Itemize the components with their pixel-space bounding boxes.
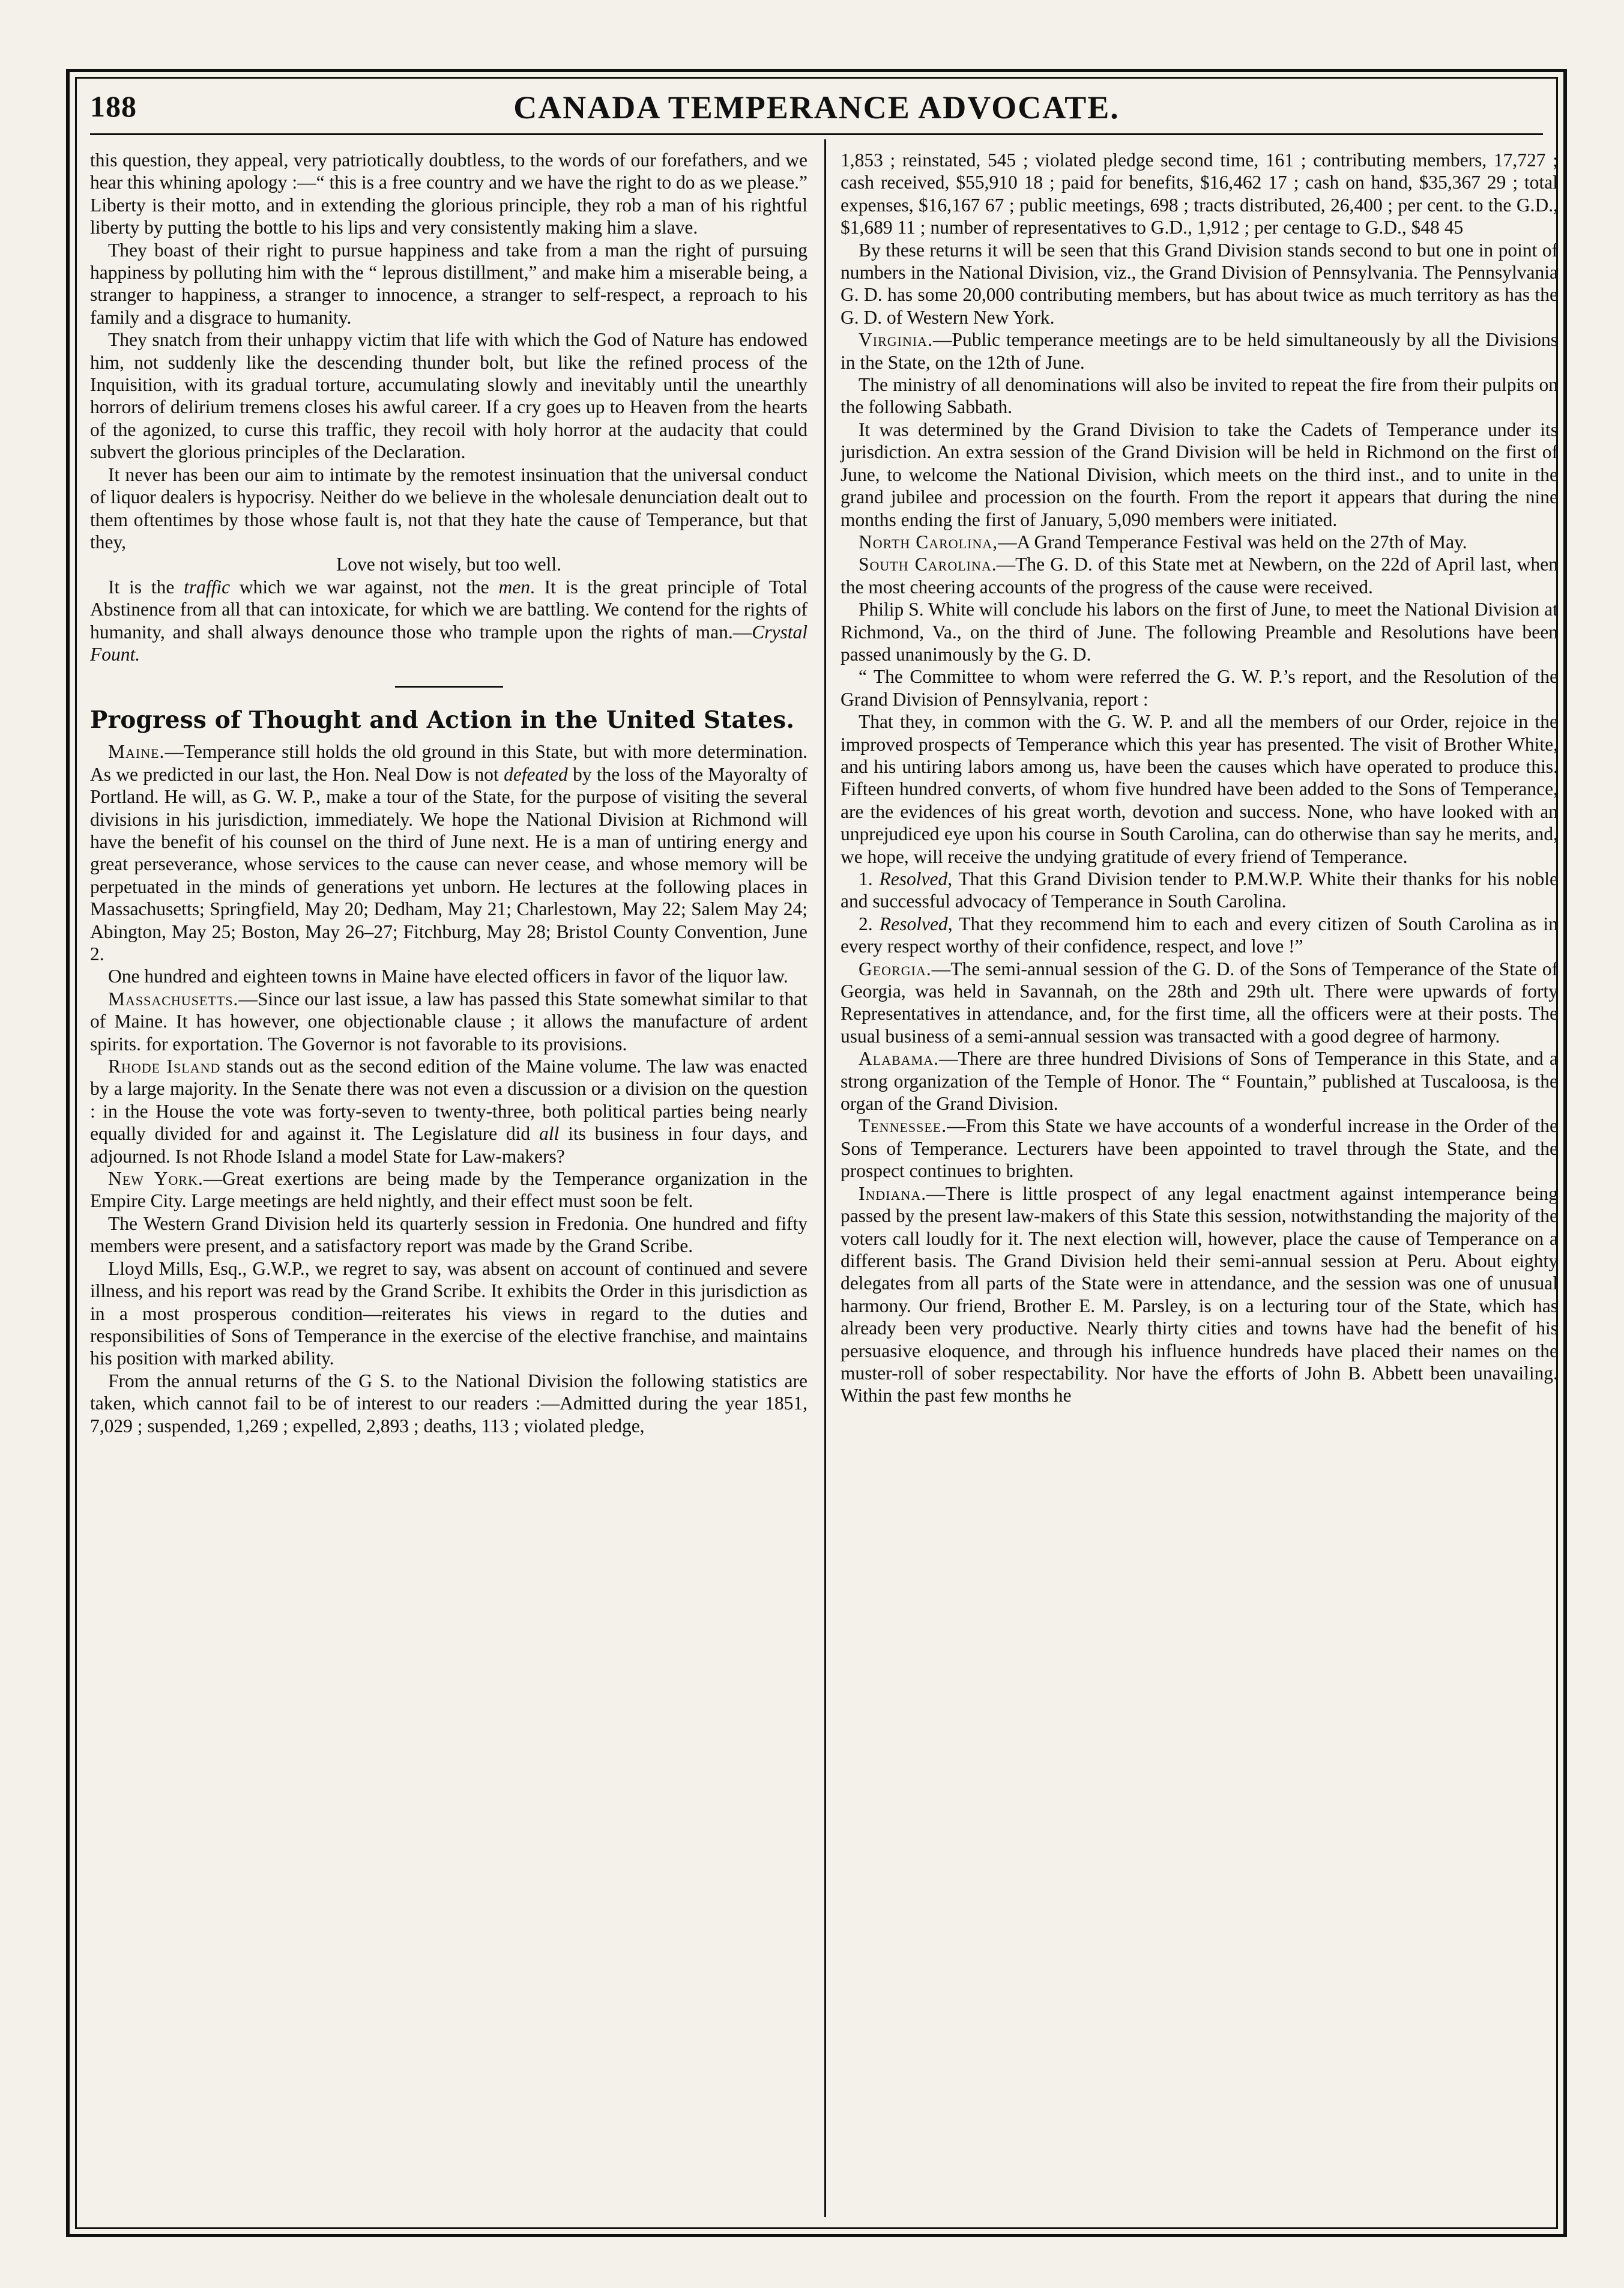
state-label: Maine. [108,741,165,763]
article-paragraph: From the annual returns of the G S. to the National Division the following statistics are taken, which cannot fail to be of interest to our readers :—Admitted during the year 1851, 7,029 ; suspended, 1,269 ; expelled, 2,893 ; deaths, 113 ; violated pledge, [90,1370,807,1436]
article-source: Crystal Fount. [90,621,807,665]
article-paragraph: That they, in common with the G. W. P. and all the members of our Order, rejoice in the improved prospects of Temperance which this year has presented. The visit of Brother White, and his untiring labors among us, have been the causes which have operated to produce this. Fifteen hundred converts, of whom five hundred have been added to the Sons of Temperance, are the evidences of his great worth, devotion and success. None, who have looked with an unprejudiced eye upon his course in South Carolina, can do otherwise than say he merits, and, we hope, will receive the undying gratitude of every friend of Temperance. [841,711,1558,867]
article-paragraph: The Western Grand Division held its quarterly session in Fredonia. One hundred and fifty members were present, and a satisfactory report was made by the Grand Scribe. [90,1212,807,1257]
state-label: Indiana. [859,1182,927,1204]
article-paragraph: “ The Committee to whom were referred the G. W. P.’s report, and the Resolution of the Grand Division of Pennsylvania, report : [841,666,1558,710]
article-closing: It is the traffic which we war against, not the men. It is the great principle of Total Abstinence from all that can intoxicate, for which we are battling. We contend for the rights of humanity, and shall always denounce those who trample upon the rights of man.—Crystal Fount. [90,576,807,665]
resolution-2: 2. Resolved, That they recommend him to each and every citizen of South Carolina as in every respect worthy of their confidence, respect, and love !” [841,913,1559,957]
article-paragraph: They snatch from their unhappy victim that life with which the God of Nature has endowed him, not suddenly like the descending thunder bolt, but like the refined process of the Inquisition, with its gradual torture, accumulating slowly and inevitably until the unearthly horrors of delirium tremens closes his awful career. If a cry goes up to Heaven from the hearts of the agonized, to curse this traffic, they recoil with holy horror at the audacity that could subvert the glorious principles of the Declaration. [90,329,807,463]
state-label: Tennessee. [859,1115,947,1137]
indiana-paragraph: Indiana.—There is little prospect of any legal enactment against intemperance being passed by the present law-makers of this State this session, notwithstanding the majority of the voters call loudly for it. The next election will, however, place the cause of Temperance on a different basis. The Grand Division held their semi-annual session at Peru. About eighty delegates from all parts of the State were in attendance, and the session was one of unusual harmony. Our friend, Brother E. M. Parsley, is on a lecturing tour of the State, which has already been very productive. Nearly thirty cities and towns have had the benefit of his persuasive eloquence, and through his influence hundreds have placed their names on the muster-roll of sober respectability. Nor have the efforts of John B. Abbett been unavailing. Within the past few months he [841,1182,1558,1406]
state-label: New York. [108,1168,204,1190]
south-carolina-paragraph: South Carolina.—The G. D. of this State met at Newbern, on the 22d of April last, when the most cheering accounts of the progress of the cause were received. [841,554,1558,598]
article-paragraph: Lloyd Mills, Esq., G.W.P., we regret to say, was absent on account of continued and severe illness, and his report was read by the Grand Scribe. It exhibits the Order in this jurisdiction as in a most prosperous condition—reiterates his views in regard to the duties and responsibilities of Sons of Temperance in the exercise of the elective franchise, and maintains his position with marked ability. [90,1257,807,1369]
article-paragraph: Philip S. White will conclude his labors on the first of June, to meet the National Division at Richmond, Va., on the third of June. The following Preamble and Resolutions have been passed unanimously by the G. D. [841,599,1558,665]
page-header [90,89,1543,131]
alabama-paragraph: Alabama.—There are three hundred Divisions of Sons of Temperance in this State, and a strong organization of the Temple of Honor. The “ Fountain,” published at Tuscaloosa, is the organ of the Grand Division. [841,1048,1558,1115]
state-label: South Carolina [859,554,992,575]
virginia-paragraph: Virginia.—Public temperance meetings are to be held simultaneously by all the Divisions in the State, on the 12th of June. [841,329,1558,373]
article-paragraph: It never has been our aim to intimate by the remotest insinuation that the universal conduct of liquor dealers is hypocrisy. Neither do we believe in the wholesale denunciation dealt out to them oftentimes by those whose fault is, not that they hate the cause of Temperance, but that they, [90,464,807,552]
article-paragraph: By these returns it will be seen that this Grand Division stands second to but one in point of numbers in the National Division, viz., the Grand Division of Pennsylvania. The Pennsylvania G. D. has some 20,000 contributing members, but has about twice as much territory as has the G. D. of Western New York. [841,239,1558,328]
state-label: Georgia. [859,958,932,979]
state-label: Massachusetts. [108,988,239,1009]
state-label: Rhode Island [108,1056,221,1077]
article-paragraph: The ministry of all denominations will also be invited to repeat the fire from their pulpits on the following Sabbath. [841,374,1558,418]
resolution-1: 1. Resolved, That this Grand Division tender to P.M.W.P. White their thanks for his noble and successful advocacy of Temperance in South Carolina. [841,868,1558,912]
verse-line: Love not wisely, but too well. [336,554,562,575]
article-paragraph: this question, they appeal, very patriotically doubtless, to the words of our forefathers, and we hear this whining apology :—“ this is a free country and we have the right to do as we please.” Liberty is their motto, and in extending the glorious principle, they rob a man of his rightful liberty by putting the bottle to his lips and very consistently making him a slave. [90,150,807,238]
tennessee-paragraph: Tennessee.—From this State we have accounts of a wonderful increase in the Order of the Sons of Temperance. Lecturers have been appointed to travel through the State, and the prospect continues to brighten. [841,1115,1558,1182]
article-paragraph: One hundred and eighteen towns in Maine have elected officers in favor of the liquor law. [108,966,788,987]
page-title: CANADA TEMPERANCE ADVOCATE. [513,89,1120,126]
left-column [90,149,807,1437]
state-label: Virginia. [859,329,933,351]
maine-paragraph: Maine.—Temperance still holds the old ground in this State, but with more determination. As we predicted in our last, the Hon. Neal Dow is not defeated by the loss of the Mayoralty of Portland. He will, as G. W. P., make a tour of the State, for the purpose of visiting the several divisions in his jurisdiction, immediately. We hope the National Division at Richmond will have the benefit of his counsel on the third of June next. He is a man of untiring energy and great perseverance, whose services to the cause can never cease, and whose memory will be perpetuated in the minds of generations yet unborn. He lectures at the following places in Massachusetts; Springfield, May 20; Dedham, May 21; Charlestown, May 22; Salem May 24; Abington, May 25; Boston, May 26–27; Fitchburg, May 28; Bristol County Convention, June 2. [90,741,807,964]
new-york-paragraph: New York.—Great exertions are being made by the Temperance organization in the Empire City. Large meetings are held nightly, and their effect must soon be felt. [90,1168,807,1212]
state-label: Alabama. [859,1048,939,1070]
statistics-paragraph: 1,853 ; reinstated, 545 ; violated pledge second time, 161 ; contributing members, 17,727 ; cash received, $55,910 18 ; paid for benefits, $16,462 17 ; cash on hand, $35,367 29 ; total expenses, $16,167 67 ; public meetings, 698 ; tracts distributed, 26,400 ; per cent. to the G.D., $1,689 11 ; number of representatives to G.D., 1,912 ; per centage to G.D., $48 45 [841,150,1558,238]
header-rule [90,133,1543,135]
article-paragraph: It was determined by the Grand Division to take the Cadets of Temperance under its jurisdiction. An extra session of the Grand Division will be held in Richmond on the first of June, to welcome the National Division, which meets on the third inst., and to unite in the grand jubilee and procession on the fourth. From the report it appears that during the nine months ending the first of January, 5,090 members were initiated. [841,419,1558,530]
state-label: North Carolina, [859,531,998,552]
section-heading: Progress of Thought and Action in the United States. [90,706,795,734]
column-divider [824,139,826,2217]
rhode-island-paragraph: Rhode Island stands out as the second edition of the Maine volume. The law was enacted by a large majority. In the Senate there was not even a discussion or a division on the question : in the House the vote was forty-seven to twenty-three, both political parties being nearly equally divided for and against it. The Legislature did all its business in four days, and adjourned. Is not Rhode Island a model State for Law-makers? [90,1056,808,1167]
north-carolina-paragraph: North Carolina,—A Grand Temperance Festival was held on the 27th of May. [859,531,1467,552]
georgia-paragraph: Georgia.—The semi-annual session of the G. D. of the Sons of Temperance of the State of Georgia, was held in Savannah, on the 28th and 29th ult. There were upwards of forty Representatives in attendance, and, for the first time, all the officers were at their posts. The usual business of a semi-annual session was transacted with a good degree of harmony. [841,958,1558,1047]
page-number: 188 [90,89,137,123]
massachusetts-paragraph: Massachusetts.—Since our last issue, a law has passed this State somewhat similar to that of Maine. It has however, one objectionable clause ; it allows the manufacture of ardent spirits. for exportation. The Governor is not favorable to its provisions. [90,988,807,1055]
right-column [841,149,1558,1407]
section-separator [395,686,503,688]
article-paragraph: They boast of their right to pursue happiness and take from a man the right of pursuing happiness by polluting him with the “ leprous distillment,” and make him a miserable being, a stranger to happiness, a stranger to innocence, a stranger to self-respect, a reproach to his family and a disgrace to humanity. [90,239,807,328]
